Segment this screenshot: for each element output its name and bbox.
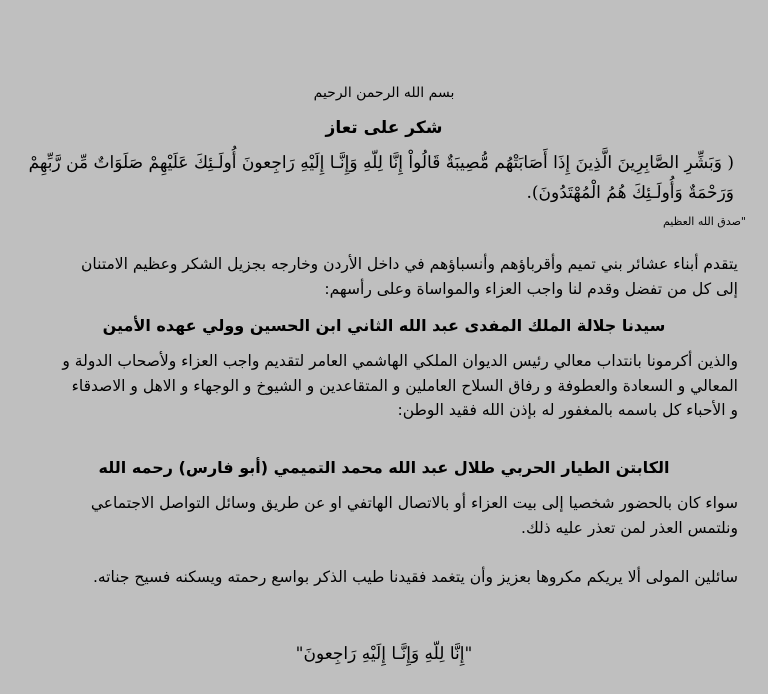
king-heading: سيدنا جلالة الملك المفدى عبد الله الثاني ابن الحسين وولي عهده الأمين	[102, 316, 666, 335]
dignitaries-paragraph-line-3: و الأحباء كل باسمه بالمغفور له بإذن الله فقيد الوطن:	[397, 401, 738, 419]
quran-verse-line-2: وَرَحْمَةٌ وَأُولَـئِكَ هُمُ الْمُهْتَدُونَ).	[526, 183, 734, 203]
prayer-paragraph: سائلين المولى ألا يريكم مكروها بعزيز وأن يتغمد فقيدنا طيب الذكر بواسع رحمته ويسكنه فسيح جناته.	[92, 568, 738, 586]
attendance-paragraph-line-2: ونلتمس العذر لمن تعذر عليه ذلك.	[521, 519, 738, 537]
dignitaries-paragraph-line-2: المعالي و السعادة والعطوفة و رفاق السلاح العاملين و المتقاعدين و الشيوخ و الوجهاء و الاهل و الاصدقاء	[71, 377, 738, 395]
attendance-paragraph-line-1: سواء كان بالحضور شخصيا إلى بيت العزاء أو بالاتصال الهاتفي او عن طريق وسائل التواصل الاجتماعي	[90, 494, 738, 512]
basmala: بسم الله الرحمن الرحيم	[313, 85, 455, 101]
thanks-paragraph-line-2: إلى كل من تفضل وقدم لنا واجب العزاء والمواساة وعلى رأسهم:	[324, 280, 738, 298]
notice-title: شكر على تعاز	[325, 118, 443, 138]
deceased-name-heading: الكابتن الطيار الحربي طلال عبد الله محمد التميمي (أبو فارس) رحمه الله	[98, 458, 670, 477]
thanks-paragraph-line-1: يتقدم أبناء عشائر بني تميم وأقرباؤهم وأنسباؤهم في داخل الأردن وخارجه بجزيل الشكر وعظيم الامتنان	[81, 255, 738, 273]
quran-verse-line-1: ( وَبَشِّرِ الصَّابِرِينَ الَّذِينَ إِذَا أَصَابَتْهُم مُّصِيبَةٌ قَالُواْ إِنَّا لِلّهِ وَإِنَّـا إِلَيْهِ رَاجِعونَ أُولَـئِكَ عَلَيْهِمْ صَلَوَاتٌ مِّن رَّبِّهِمْ	[28, 153, 734, 173]
closing-verse: "إِنَّا لِلّهِ وَإِنَّـا إِلَيْهِ رَاجِعونَ"	[295, 644, 473, 664]
sadaq-allah-note: "صدق الله العظيم	[662, 215, 746, 228]
dignitaries-paragraph-line-1: والذين أكرمونا بانتداب معالي رئيس الديوان الملكي الهاشمي العامر لتقديم واجب العزاء ولأصحاب الدولة و	[62, 352, 738, 370]
